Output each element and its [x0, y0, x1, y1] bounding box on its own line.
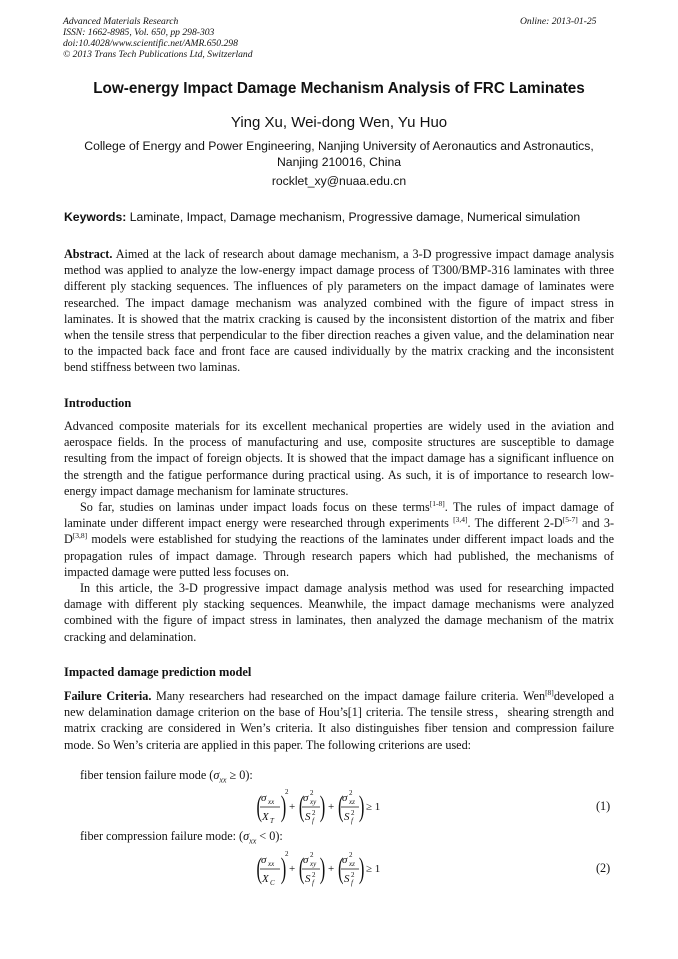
paren-left: ( — [298, 789, 305, 824]
sigma: σ — [261, 792, 267, 804]
svg-text:σ: σ — [303, 792, 309, 804]
affiliation-line-1: College of Energy and Power Engineering, Nanjing University of Aeronautics and Astronautics, — [84, 139, 594, 153]
svg-text:≥ 1: ≥ 1 — [366, 801, 381, 813]
failure-criteria-label: Failure Criteria. — [64, 689, 152, 703]
svg-text:S: S — [305, 873, 311, 885]
svg-text:xx: xx — [268, 798, 275, 806]
paren-left: ( — [256, 851, 263, 886]
svg-text:+: + — [289, 801, 296, 813]
abstract — [64, 246, 614, 376]
svg-text:S: S — [344, 811, 350, 823]
model-heading: Impacted damage prediction model — [64, 665, 252, 679]
keywords — [64, 210, 624, 224]
svg-text:2: 2 — [285, 788, 289, 796]
svg-text:2: 2 — [312, 871, 316, 879]
svg-text:σ: σ — [303, 854, 309, 866]
citation: [1-8] — [429, 499, 445, 508]
paren-right: ) — [280, 789, 287, 824]
svg-text:f: f — [312, 879, 314, 887]
svg-text:2: 2 — [310, 789, 314, 797]
svg-text:xy: xy — [310, 798, 317, 806]
authors: Ying Xu, Wei-dong Wen, Yu Huo — [230, 114, 448, 131]
affiliation-line-2: Nanjing 210016, China — [277, 155, 401, 169]
svg-text:2: 2 — [349, 789, 353, 797]
svg-text:≥ 1: ≥ 1 — [366, 863, 381, 875]
svg-text:f: f — [351, 879, 353, 887]
svg-text:xy: xy — [310, 860, 317, 868]
svg-text:f: f — [312, 817, 314, 825]
eq2-label: fiber compression failure mode: $(\sigma_{xx} < 0)$: — [80, 829, 283, 846]
svg-text:C: C — [270, 879, 275, 887]
svg-text:xx: xx — [268, 860, 275, 868]
svg-text:xz: xz — [349, 860, 355, 868]
intro-paragraph-3: In this article, the 3-D progressive impact damage analysis method was used for researching impacted damage with different ply stacking sequences. Meanwhile, the impact damage mechanisms were analyzed combined with the figure of impact stress in laminates, then analyzed the damage mechanism of the matrix cracking and delamination. — [64, 581, 614, 644]
svg-text:S: S — [305, 811, 311, 823]
intro-paragraph-1: Advanced composite materials for its excellent mechanical properties are widely used in the aviation and aerospace fields. In the process of manufacturing and use, composite structures are susceptible to damage resulting from the impact of foreign objects. It is showed that the impact damage has a significant influence on the strength and the fatigue performance during practical using. As such, it is of importance to research low-energy impact damage mechanism for laminate structures. — [64, 419, 614, 498]
email: rocklet_xy@nuaa.edu.cn — [271, 174, 407, 188]
paren-left: ( — [337, 851, 344, 886]
svg-text:+: + — [328, 863, 335, 875]
svg-text:2: 2 — [310, 851, 314, 859]
equation-1 — [256, 786, 386, 828]
svg-text:+: + — [328, 801, 335, 813]
svg-text:2: 2 — [349, 851, 353, 859]
svg-text:2: 2 — [351, 871, 355, 879]
keywords-label: Keywords: — [64, 210, 127, 224]
journal-header — [63, 16, 253, 60]
journal-name: Advanced Materials Research — [63, 16, 179, 27]
svg-text:2: 2 — [312, 809, 316, 817]
svg-text:S: S — [344, 873, 350, 885]
paren-right: ) — [358, 851, 365, 886]
citation: [5-7] — [562, 515, 578, 525]
intro-paragraph-2: So far, studies on laminas under impact loads focus on these terms[1-8]. The rules of impact damage of laminate under different impact energy were researched through experiments [3,4]. The different 2-D[5-7] and 3-D[3,8] models were established for studying the reactions of the laminates under different impact loads and the propagation rules of impact damage. Through research papers which had published, the mechanisms of impacted damage were putted less focuses on. — [64, 499, 615, 579]
eq1-label: fiber tension failure mode $(\sigma_{xx} \ge 0)$: — [80, 768, 253, 785]
affiliation — [64, 138, 614, 170]
abstract-label: Abstract. — [64, 247, 113, 261]
svg-text:σ: σ — [342, 854, 348, 866]
online-date: Online: 2013-01-25 — [520, 16, 597, 27]
svg-text:σ: σ — [342, 792, 348, 804]
svg-text:+: + — [289, 863, 296, 875]
keywords-text: Laminate, Impact, Damage mechanism, Progressive damage, Numerical simulation — [126, 210, 581, 224]
citation: [3,8] — [72, 531, 88, 541]
eq2-number: (2) — [596, 861, 611, 875]
equation-2 — [256, 848, 386, 890]
paper-title: Low-energy Impact Damage Mechanism Analysis of FRC Laminates — [93, 80, 585, 97]
eq1-number: (1) — [596, 799, 611, 813]
paren-left: ( — [256, 789, 263, 824]
paren-right: ) — [319, 789, 326, 824]
failure-criteria-paragraph: Failure Criteria. Many researchers had researched on the impact damage failure criteria. Wen[8]developed a new delamination damage criterion on the base of Hou’s[1] criteria. The tensile stress，shearing strength and matrix cracking are considered in Wen’s criteria. It also distinguishes fiber tension and compression failure mode. So Wen’s criteria are applied in this paper. The following criterions are used: — [64, 688, 614, 752]
copyright-line: © 2013 Trans Tech Publications Ltd, Switzerland — [63, 49, 253, 60]
paren-right: ) — [358, 789, 365, 824]
issn-line: ISSN: 1662-8985, Vol. 650, pp 298-303 — [63, 27, 215, 38]
svg-text:X: X — [262, 873, 269, 885]
svg-text:X: X — [262, 811, 269, 823]
svg-text:T: T — [270, 817, 274, 825]
svg-text:2: 2 — [351, 809, 355, 817]
introduction-heading: Introduction — [64, 396, 132, 410]
abstract-text: Aimed at the lack of research about damage mechanism, a 3-D progressive impact damage analysis method was applied to analyze the low-energy impact damage process of T300/BMP-316 laminates with three different ply stacking sequences. The influences of ply parameters on the impact damage of laminates were researched. The impact damage mechanism was analyzed combined with the figure of impact stress in laminates. It is showed that the matrix cracking is caused by the inconsistent distortion of the matrix and fiber when the tensile stress that perpendicular to the fiber direction reaches a given value, and the delamination near to the impacted back face and front face are caused individually by the matrix cracking and the inconsistent bend stiffness between two laminas. — [64, 247, 614, 375]
citation: [3,4] — [453, 515, 468, 525]
paren-right: ) — [319, 851, 326, 886]
citation: [8] — [545, 688, 554, 697]
svg-text:f: f — [351, 817, 353, 825]
svg-text:xz: xz — [349, 798, 355, 806]
svg-text:2: 2 — [285, 850, 289, 858]
paren-left: ( — [298, 851, 305, 886]
svg-text:σ: σ — [261, 854, 267, 866]
paren-right: ) — [280, 851, 287, 886]
doi-line: doi:10.4028/www.scientific.net/AMR.650.298 — [63, 38, 238, 49]
paren-left: ( — [337, 789, 344, 824]
